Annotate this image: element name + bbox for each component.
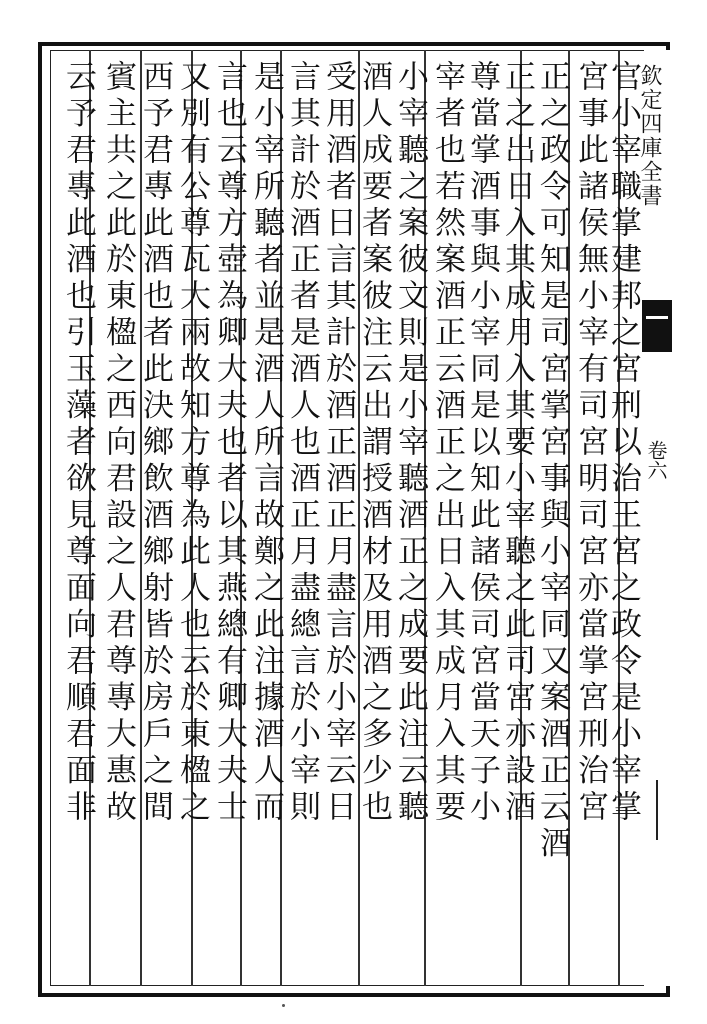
text-column: 言其計於酒正者是酒人也酒正月盡總言於小宰則 [284, 60, 320, 827]
text-column: 言也云尊方壺為卿大夫也者以其燕總有卿大夫士 [211, 60, 247, 827]
text-column: 宰者也若然案酒正云酒正之出日入其成月入其要 [429, 60, 465, 827]
fish-tail-block-icon [642, 300, 672, 352]
text-column: 是小宰所聽者並是酒人所言故鄭之此注據酒人而 [248, 60, 284, 827]
edge-tick-mark [656, 780, 658, 840]
text-column: 又別有公尊瓦大兩故知方尊為此人也云於東楹之 [174, 60, 210, 827]
text-column: 官小宰職掌建邦之宮刑以治王宮之政令是小宰掌 [605, 60, 641, 827]
text-column: 正之出日入其成月入其要小宰聽之此司宮亦設酒 [499, 60, 535, 827]
text-column: 酒人成要者案彼注云出謂授酒材及用酒之多少也 [356, 60, 392, 827]
text-column: 賓主共之此於東楹之西向君設之人君尊專大惠故 [100, 60, 136, 827]
text-column: 西予君專此酒也者此決鄉飲酒鄉射皆於房戶之間 [137, 60, 173, 827]
text-column: 正之政令可知是司宮掌宮事與小宰同又案酒正云酒 [534, 60, 570, 863]
text-column: 云予君專此酒也引玉藻者欲見尊面向君順君面非 [60, 60, 96, 827]
book-title: 欽定四庫全書 [637, 64, 662, 208]
page-speck [282, 1004, 285, 1007]
volume-label: 卷六 [644, 440, 668, 480]
text-column: 宮事此諸侯無小宰有司宮明司宮亦當掌宮刑治宮 [572, 60, 608, 827]
text-column: 受用酒者日言其計於酒正酒正月盡言於小宰云日 [320, 60, 356, 827]
text-column: 尊當掌酒事與小宰同是以知此諸侯司宮當天子小 [464, 60, 500, 827]
text-column: 小宰聽之案彼文則是小宰聽酒正之成要此注云聽 [392, 60, 428, 827]
